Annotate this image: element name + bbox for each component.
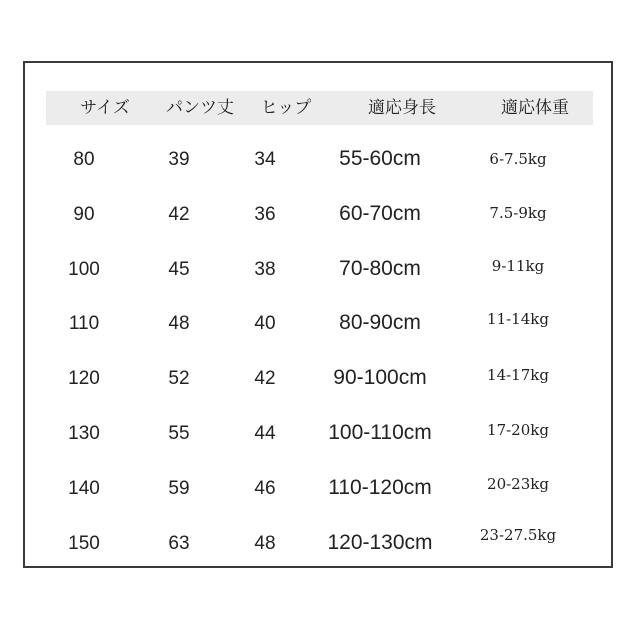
header-pants-length: パンツ丈	[166, 98, 234, 118]
cell-weight: 11-14kg	[487, 310, 549, 329]
header-size: サイズ	[80, 98, 130, 118]
header-weight: 適応体重	[501, 98, 569, 118]
cell-height: 90-100cm	[333, 366, 427, 390]
cell-pants-length: 42	[168, 203, 190, 225]
cell-pants-length: 48	[168, 313, 190, 335]
cell-hip: 46	[254, 477, 276, 499]
cell-height: 100-110cm	[328, 421, 432, 444]
cell-hip: 38	[254, 258, 276, 280]
cell-height: 120-130cm	[327, 530, 433, 554]
cell-hip: 40	[254, 313, 276, 335]
header-hip: ヒップ	[260, 98, 312, 118]
cell-weight: 9-11kg	[491, 256, 545, 275]
cell-pants-length: 39	[168, 149, 190, 170]
table-header	[46, 91, 593, 125]
cell-height: 55-60cm	[339, 147, 421, 170]
cell-pants-length: 45	[168, 258, 190, 280]
cell-weight: 23-27.5kg	[479, 525, 557, 544]
cell-size: 100	[68, 258, 100, 280]
cell-size: 120	[68, 368, 100, 390]
cell-hip: 48	[254, 532, 276, 554]
cell-weight: 17-20kg	[487, 421, 549, 439]
cell-weight: 14-17kg	[487, 366, 549, 385]
cell-size: 110	[68, 313, 100, 335]
cell-weight: 6-7.5kg	[489, 150, 547, 168]
cell-size: 150	[68, 532, 100, 554]
cell-hip: 44	[254, 423, 276, 444]
cell-size: 130	[68, 423, 100, 444]
cell-pants-length: 63	[168, 532, 190, 554]
cell-pants-length: 55	[168, 423, 190, 444]
cell-height: 70-80cm	[339, 256, 421, 280]
cell-pants-length: 52	[168, 368, 190, 390]
cell-height: 80-90cm	[339, 311, 421, 335]
cell-height: 60-70cm	[339, 201, 421, 225]
cell-hip: 36	[254, 203, 276, 225]
cell-size: 80	[73, 149, 95, 170]
cell-size: 140	[68, 477, 100, 499]
cell-height: 110-120cm	[328, 475, 432, 499]
size-chart-table	[23, 61, 613, 568]
cell-weight: 7.5-9kg	[489, 203, 547, 222]
cell-weight: 20-23kg	[487, 474, 549, 493]
cell-hip: 34	[254, 149, 276, 170]
cell-pants-length: 59	[168, 477, 190, 499]
header-height: 適応身長	[368, 98, 436, 118]
cell-size: 90	[73, 203, 95, 225]
cell-hip: 42	[254, 368, 276, 390]
